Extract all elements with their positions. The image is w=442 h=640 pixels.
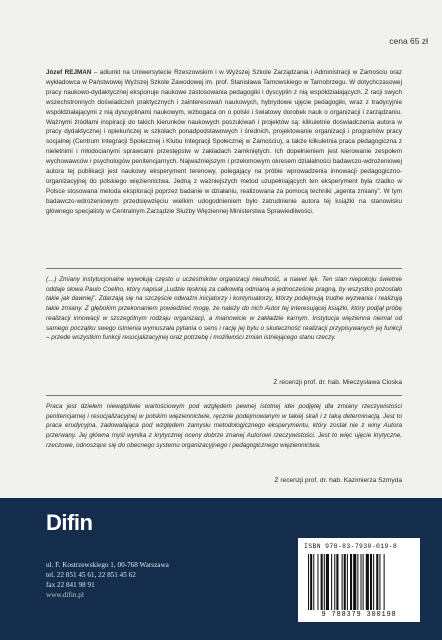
barcode-bar [363, 554, 364, 610]
publisher-address: ul. F. Kostrzewskiego 1, 00-768 Warszawa [46, 561, 169, 569]
publisher-address-block [46, 560, 169, 600]
barcode-bar [376, 554, 378, 610]
review-1-text: (…) Zmiany instytucjonalne wywołują często u uczestników organizacji nieufność, a nawet lęk. Ten stan niepokoju świetnie oddaje słowa Paulo Coelho, który napisał „Ludzie tęsknią za całkowitą odmianą a jednocześnie pragną, by wszystko pozostało takie jak dawniej”. Zdarzają się na szczęście odważni inicjatorzy i kontynuatorzy, którzy podejmują trudne wyzwania i realizują takie zmiany. Z głębokim przekonaniem powiedzieć mogę, że należy do nich Autor tej interesującej książki, który podjął próbę realizacji innowacji w szczególnym rodzaju organizacji, a mianowicie w zakładzie karnym. Instytucja więzienna niemal od samego początku swego istnienia wymuszała pytania o sens i rację jej bytu o skuteczność realizacji przypisywanych jej funkcji – przede wszystkim funkcji resocjalizacyjnej oraz potrzebę i możliwości zmian istniejącego stanu rzeczy. [46, 276, 402, 342]
barcode-bar [350, 554, 352, 610]
barcode-bar [370, 554, 372, 610]
publisher-fax: fax 22 841 98 91 [46, 581, 95, 589]
author-bio-text: – adiunkt na Uniwersytecie Rzeszowskim i w Wyższej Szkole Zarządzania i Administracji w Zamościu oraz wykładowca w Państwowej Wyższej Szkole Zawodowej im. prof. Stanisława Tarnowskiego w Tarnobrzegu. W dotychczasowej pracy naukowo-dydaktycznej eksponuje naukowe zastosowania pedagogiki i dyscyplin z nią współdziałających. Z racji swych wszechstronnych doświadczeń praktycznych i zainteresowań naukowych, hybrydowe ujęcie pedagogiki, wraz z tradycyjnie współdziałającymi z nią dyscyplinami naukowym, wzbogaca on o polski i światowy dorobek nauk o organizacji i zarządzaniu. Ważnymi źródłami inspiracji do takich kierunków naukowych poszukiwań i projektów są: kilkuletnie doświadczenia autora w pracy dydaktycznej i opiekuńczej w szkołach ponadpodstawowych i średnich, projektowanie organizacji i programów pracy socjalnej (Centrum Integracji Społecznej i Klubu Integracji Społecznej w Zamościu), a także kilkuletnia praca pedagogiczna z nieletnimi i młodocianymi sprawcami przestępstw w zakładach zamkniętych. Ich dopełnieniem jest kierowanie zespołem wychowawców i psychologów penitencjarnych. Najważniejszym i przełomowym okresem działalności badawczo-wdrożeniowej autora tej publikacji jest naukowy eksperyment terenowy, polegający na próbie wprowadzenia innowacji pedagogiczno-organizacyjnej do polskiego więziennictwa. Jedną z ważniejszych metod uzupełniających ten eksperyment była rzadko w Polsce stosowana metoda eksploracji poprzez badanie w działaniu, realizowana za pomocą techniki „agenta zmiany”. W tym badawczo-wdrożeniowym przedsięwzięciu wielkim udogodnieniem było zatrudnienie autora tej książki na stanowisku głównego specjalisty w Centralnym Zarządzie Służby Więziennej Ministerstwa Sprawiedliwości. [46, 69, 403, 215]
barcode-bar [321, 554, 323, 610]
barcode-digits: 9 788379 300198 [321, 611, 397, 619]
divider-top [46, 268, 402, 269]
barcode-bar [308, 554, 309, 610]
barcode-bar [313, 554, 314, 610]
divider-middle [46, 395, 402, 396]
barcode-bar [344, 554, 346, 610]
barcode-bar [373, 554, 374, 610]
barcode-bar [310, 554, 312, 610]
price-label: cena 65 zł [389, 36, 428, 46]
barcode-bar [331, 554, 332, 610]
author-bio [46, 68, 402, 217]
barcode-bar [342, 554, 343, 610]
review-2-text: Praca jest dziełem niewątpliwie wartościowym pod względem pewnej istotnej idei podjętej dla zmiany rzeczywistości penitencjarnej i resocjalizacyjnej w polskim więziennictwie, ręcznie podejmowanym w takiej skali i z taką determinacją. Jest to praca erudycyjna, zadowalająca pod względem zamysłu metodologicznego eksperymentu, który został nie z winy Autora przerwany. Jej główna myśl wynika z krytycznej oceny dobrze znanej Autorowi rzeczywistości. Jest to więc ujęcie krytyczne, rzeczowe, odnoszące się do obecnego systemu organizacyjnego i pedagogicznego więziennictwa. [46, 403, 402, 449]
review-2-signature: Z recenzji prof. dr. hab. Kazimierza Szmyda [274, 477, 402, 484]
barcode-bar [326, 554, 329, 610]
barcode-bar [379, 554, 380, 610]
review-1-signature: Z recenzji prof. dr. hab. Mieczysława Cioska [273, 379, 402, 386]
barcode-bar [357, 554, 358, 610]
isbn-barcode [298, 538, 420, 622]
publisher-phone: tel. 22 851 45 61, 22 851 45 62 [46, 571, 136, 579]
barcode-bar [324, 554, 325, 610]
barcode-bar [384, 554, 385, 610]
barcode-bar [334, 554, 335, 610]
publisher-logo: Difin [46, 510, 93, 535]
barcode-bars [306, 554, 412, 610]
publisher-website-link[interactable]: www.difin.pl [46, 591, 84, 599]
barcode-bar [317, 554, 318, 610]
barcode-bar [336, 554, 338, 610]
barcode-bar [361, 554, 362, 610]
barcode-bar [366, 554, 369, 610]
barcode-bar [353, 554, 356, 610]
barcode-bar [347, 554, 348, 610]
isbn-text: ISBN 978-83-7930-019-8 [304, 543, 398, 550]
author-name: Józef REJMAN [46, 69, 92, 76]
